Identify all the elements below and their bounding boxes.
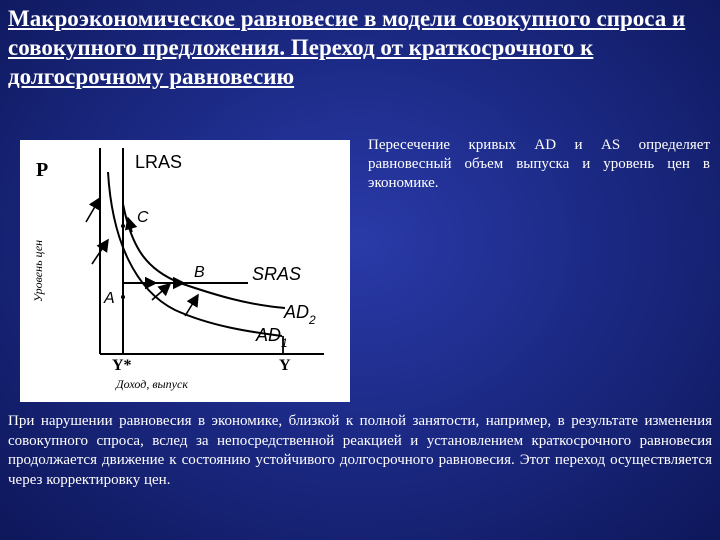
- shift-arrow-2: [185, 295, 198, 316]
- ystar-label: Y*: [112, 357, 132, 374]
- as-ad-diagram-svg: [20, 140, 350, 402]
- y-label: Y: [279, 357, 291, 374]
- point-b-label: B: [194, 264, 205, 281]
- y-axis-letter: P: [36, 159, 49, 181]
- diagram-caption: Пересечение кривых AD и AS определяет равновесный объем выпуска и уровень цен в экономике.: [368, 137, 710, 191]
- point-a-marker: [121, 295, 125, 299]
- ad1-label-main: AD: [256, 325, 282, 345]
- ad2-label-main: AD: [284, 302, 310, 322]
- ad2-label-sub: 2: [309, 313, 316, 327]
- point-a-label: A: [104, 290, 115, 307]
- shift-arrow-1: [152, 284, 170, 300]
- ad1-curve: [108, 172, 282, 336]
- point-c-marker: [121, 224, 125, 228]
- x-axis-title: Доход, выпуск: [116, 377, 188, 391]
- ad1-label-sub: 1: [281, 336, 288, 350]
- as-ad-diagram: [20, 140, 350, 402]
- lras-arrow-1: [86, 198, 100, 222]
- body-paragraph: При нарушении равновесия в экономике, близкой к полной занятости, например, в результате изменения совокупного спроса, вслед за непосредственной реакцией и установлением краткосрочного равновесия продолжается движение к состоянию устойчивого долгосрочного равновесия. Этот переход осуществляется через корректировку цен.: [8, 413, 712, 488]
- y-axis-title: Уровень цен: [31, 239, 45, 302]
- ad2-label: [283, 302, 316, 327]
- point-b-marker: [178, 281, 182, 285]
- ad1-label: [255, 325, 288, 350]
- sras-label: SRAS: [252, 264, 302, 284]
- point-c-label: C: [137, 209, 149, 226]
- slide-title: Макроэкономическое равновесие в модели совокупного спроса и совокупного предложения. Переход от краткосрочного к долгосрочному равновесию: [8, 6, 686, 89]
- lras-label: LRAS: [135, 152, 183, 172]
